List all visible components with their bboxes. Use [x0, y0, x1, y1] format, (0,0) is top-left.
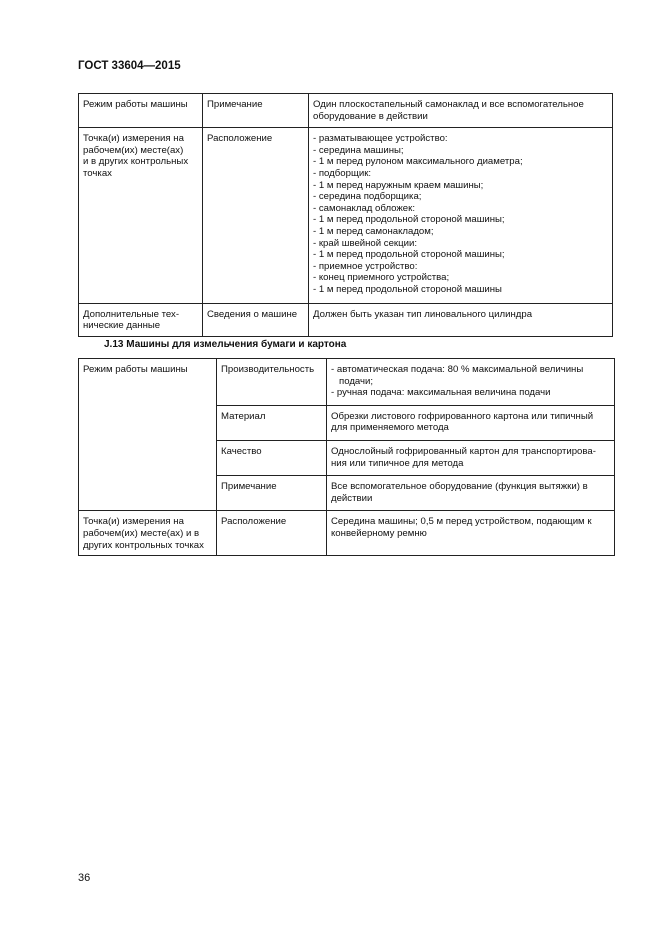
cell-line: Однослойный гофрированный картон для транспортирова-: [331, 445, 596, 457]
table-row: [79, 511, 615, 556]
cell-text: Качество: [221, 445, 262, 457]
cell-text: Примечание: [207, 99, 263, 110]
cell-text: Режим работы машины: [83, 99, 188, 110]
cell-line: Середина машины; 0,5 м перед устройством, подающим к: [331, 516, 592, 528]
table-cell: [217, 476, 327, 511]
cell-text: Материал: [221, 410, 266, 422]
cell-text: Режим работы машины: [83, 364, 188, 375]
list-item: - середина машины;: [313, 144, 404, 156]
table-row: [79, 303, 613, 336]
table-cell: [327, 405, 615, 440]
list-item: - 1 м перед продольной стороной машины;: [313, 249, 505, 261]
list-item: - подборщик:: [313, 167, 372, 179]
cell-line: Обрезки листового гофрированного картона или типичный: [331, 410, 594, 422]
list-item: - приемное устройство:: [313, 260, 418, 272]
cell-line: оборудование в действии: [313, 110, 428, 122]
cell-text: Расположение: [207, 133, 273, 145]
cell-text: Должен быть указан тип линовального цилиндра: [313, 308, 533, 320]
cell-text: Сведения о машине: [207, 308, 298, 320]
list-item: - 1 м перед продольной стороной машины;: [313, 214, 505, 226]
cell-line: - ручная подача: максимальная величина подачи: [331, 387, 551, 399]
table-cell: [203, 303, 309, 336]
table-cell: [309, 94, 613, 128]
table-cell: [203, 128, 309, 303]
list-item: - 1 м перед рулоном максимального диаметра;: [313, 156, 523, 168]
cell-line: Точка(и) измерения на: [83, 133, 184, 145]
cell-line: нические данные: [83, 320, 161, 332]
list-item: - середина подборщика;: [313, 191, 422, 203]
list-item: - 1 м перед самонакладом;: [313, 225, 434, 237]
list-item: - разматывающее устройство:: [313, 133, 448, 145]
cell-line: для применяемого метода: [331, 422, 449, 434]
table-cell: [79, 303, 203, 336]
table-row: [79, 94, 613, 128]
list-item: - край швейной секции:: [313, 237, 417, 249]
table-cell: [327, 440, 615, 475]
list-item: - 1 м перед наружным краем машины;: [313, 179, 484, 191]
cell-line: других контрольных точках: [83, 539, 204, 551]
cell-line: Один плоскостапельный самонаклад и все вспомогательное: [313, 99, 584, 110]
cell-line: подачи;: [339, 375, 374, 387]
section-title: J.13 Машины для измельчения бумаги и картона: [104, 339, 347, 350]
cell-line: рабочем(их) месте(ах) и в: [83, 527, 200, 539]
machine-modes-table: [78, 93, 613, 337]
cell-text: Примечание: [221, 481, 277, 493]
document-header: ГОСТ 33604—2015: [78, 60, 181, 72]
table-cell: [217, 359, 327, 406]
table-cell: [309, 303, 613, 336]
table-cell: [79, 94, 203, 128]
cell-line: действии: [331, 492, 373, 504]
table-cell: [203, 94, 309, 128]
cell-text: Расположение: [221, 516, 287, 528]
table-cell: [309, 128, 613, 303]
cell-line: ния или типичное для метода: [331, 457, 464, 469]
list-item: - конец приемного устройства;: [313, 272, 450, 284]
cell-line: Дополнительные тех-: [83, 308, 180, 320]
table-cell: [217, 440, 327, 475]
table-cell: [217, 405, 327, 440]
cell-text: Производительность: [221, 364, 315, 375]
cell-line: и в других контрольных: [83, 156, 189, 168]
table-cell: [79, 511, 217, 556]
cell-line: - автоматическая подача: 80 % максимальной величины: [331, 364, 584, 375]
cell-line: рабочем(их) месте(ах): [83, 144, 184, 156]
table-cell: [217, 511, 327, 556]
table-cell: [327, 476, 615, 511]
cell-line: Точка(и) измерения на: [83, 516, 184, 528]
cell-line: конвейерному ремню: [331, 527, 427, 539]
list-item: - 1 м перед продольной стороной машины: [313, 283, 502, 295]
table-cell: [327, 511, 615, 556]
cell-line: точках: [83, 167, 112, 179]
table-cell: [79, 128, 203, 303]
cell-line: Все вспомогательное оборудование (функция вытяжки) в: [331, 481, 588, 493]
list-item: - самонаклад обложек:: [313, 202, 416, 214]
page-number: 36: [78, 872, 91, 884]
shredder-table: [78, 358, 615, 556]
table-row: [79, 128, 613, 303]
table-cell: [327, 359, 615, 406]
table-row: [79, 359, 615, 406]
table-cell: [79, 359, 217, 511]
